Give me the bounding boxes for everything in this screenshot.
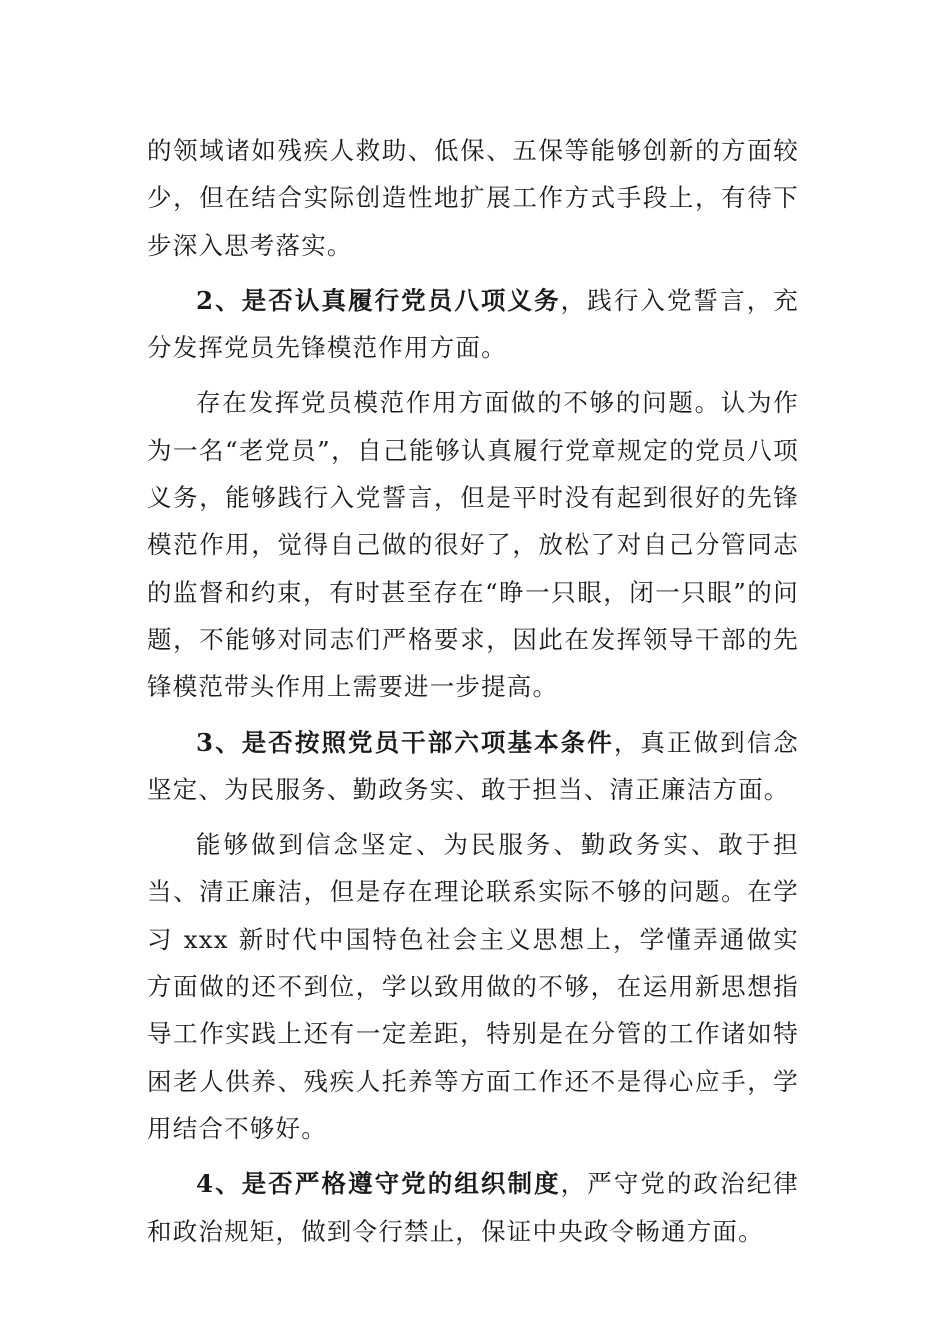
section-heading-bold: 4、是否严格遵守党的组织制度 <box>196 1169 561 1199</box>
section-heading-bold: 3、是否按照党员干部六项基本条件 <box>196 727 614 757</box>
section-heading-text: ，践行入党誓言，充分发挥党员先锋模范作用方面。 <box>147 285 799 363</box>
paragraph-continuation <box>147 127 799 269</box>
paragraph-body <box>147 379 799 710</box>
section-heading-text: ，严守党的政治纪律和政治规矩，做到令行禁止，保证中央政令畅通方面。 <box>147 1169 799 1246</box>
document-body <box>147 127 799 1255</box>
paragraph-text: 存在发挥党员模范作用方面做的不够的问题。认为作为一名“老党员”，自己能够认真履行党章规定的党员八项义务，能够践行入党誓言，但是平时没有起到很好的先锋模范作用，觉得自己做的很好了，放松了对自己分管同志的监督和约束，有时甚至存在“睁一只眼，闭一只眼”的问题，不能够对同志们严格要求，因此在发挥领导干部的先锋模范带头作用上需要进一步提高。 <box>147 388 799 702</box>
section-heading-4 <box>147 1160 799 1255</box>
paragraph-text: 的领域诸如残疾人救助、低保、五保等能够创新的方面较少，但在结合实际创造性地扩展工作方式手段上，有待下步深入思考落实。 <box>147 136 799 260</box>
section-heading-bold: 2、是否认真履行党员八项义务 <box>196 285 561 315</box>
paragraph-body <box>147 821 799 1152</box>
paragraph-text: 能够做到信念坚定、为民服务、勤政务实、敢于担当、清正廉洁，但是存在理论联系实际不够的问题。在学习 xxx 新时代中国特色社会主义思想上，学懂弄通做实方面做的还不到位，学以致用做的不够，在运用新思想指导工作实践上还有一定差距，特别是在分管的工作诸如特困老人供养、残疾人托养等方面工作还不是得心应手，学用结合不够好。 <box>147 830 799 1143</box>
section-heading-text: ，真正做到信念坚定、为民服务、勤政务实、敢于担当、清正廉洁方面。 <box>147 727 800 804</box>
section-heading-2 <box>147 277 799 372</box>
section-heading-3 <box>147 719 799 814</box>
